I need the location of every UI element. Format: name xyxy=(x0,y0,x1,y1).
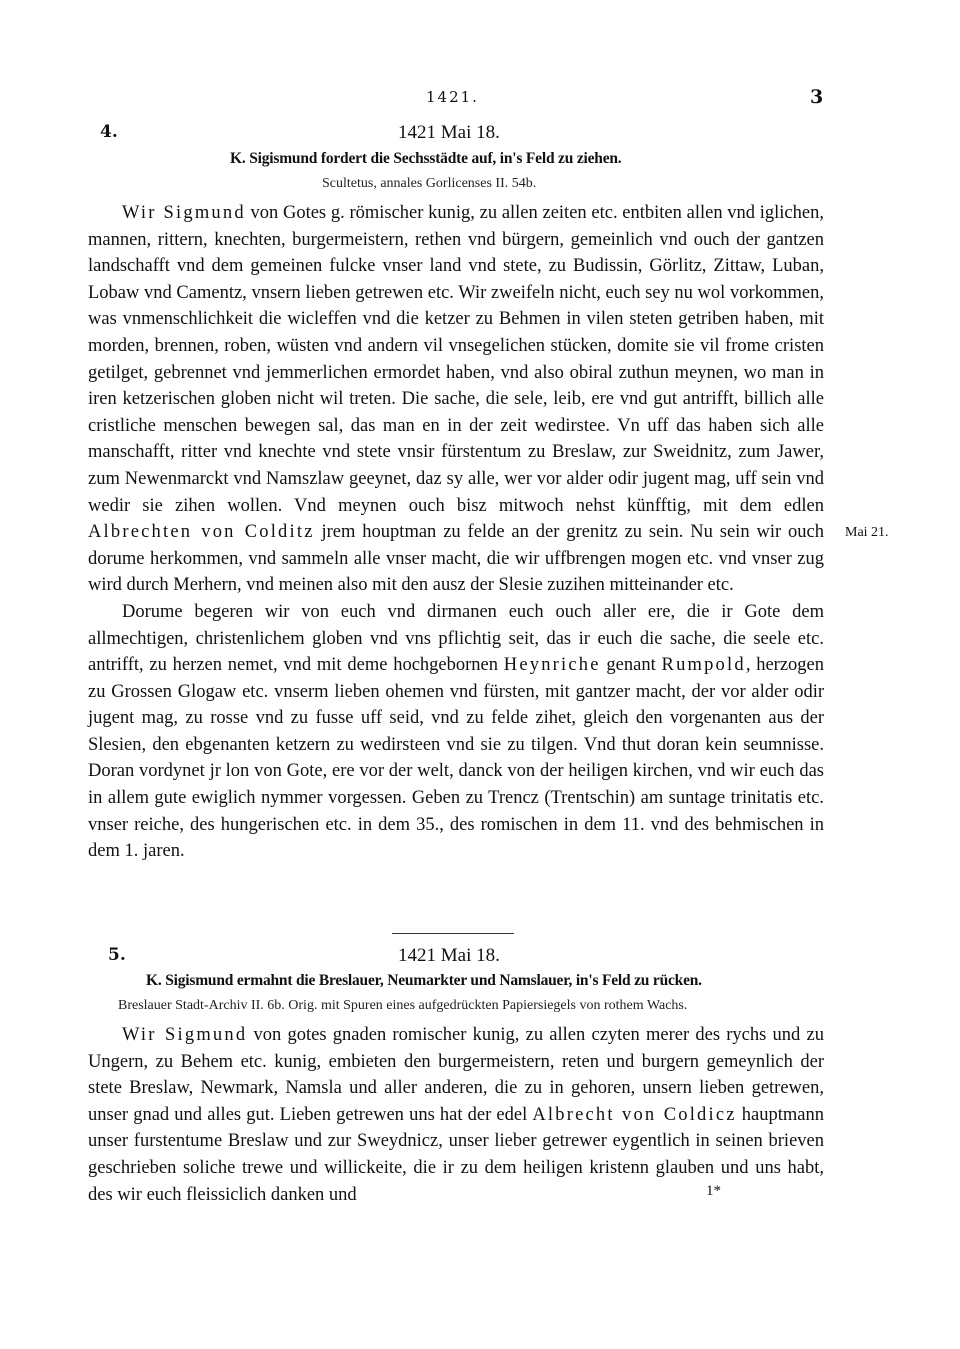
running-head-year: 1421. xyxy=(426,88,479,106)
document-4-body xyxy=(88,200,824,865)
document-5-body xyxy=(88,1022,824,1208)
document-4-paragraph-2-text-mid: genant xyxy=(600,655,662,676)
page-number: 3 xyxy=(810,86,824,108)
document-5-date: 1421 Mai 18. xyxy=(398,945,500,966)
document-5-paragraph-1 xyxy=(88,1022,824,1208)
margin-note-date: Mai 21. xyxy=(845,525,889,540)
document-5-paragraph-1-text-end: hauptmann unser furstentume Breslaw und zur Sweydnicz, unser lieber getrewer eygentlich in seinen brieven geschrieben soliche trewe und willickeite, die ir zu dem heiligen kristenn glauben und uns habt, des wir euch fleissiclich danken und xyxy=(88,1104,825,1205)
document-5-opening-name: Wir Sigmund xyxy=(122,1025,248,1045)
document-4-paragraph-1-text: von Gotes g. römischer kunig, zu allen zeiten etc. entbiten allen vnd iglichen, mannen, rittern, knechten, burgermeistern, rethen vnd bürgern, gemeinlich vnd ouch der gantzen landschafft vnd dem gemeinen fulcke vnser land vnd stete, zu Budissin, Görlitz, Zittaw, Luban, Lobaw vnd Camentz, vnsern lieben getrewen etc. Wir zweifeln nicht, euch sey nu wol vorkommen, was vnmenschlichkeit die wicleffen vnd die ketzer zu Behmen in vilen steten getriben haben, mit morden, brennen, roben, wüsten vnd andern vil vnsegelichen stücken, domite sie vil frome cristen getilget, gebrennet vnd jemmerlichen ermordet haben, vnd also obiral zuthun meynen, wo man in iren ketzerischen globen nicht wil treten. Die sache, die sele, leib, ere vnd gut antrifft, billich alle cristliche menschen bewegen sal, das man en in der zeit wedirstee. Vn uff das haben sich alle manschafft, ritter vnd knechte vnd stete vnsir fürstentum zu Breslaw, zur Sweidnitz, zum Jawer, zum Newenmarckt vnd Namszlaw geeynet, daz sy alle, wer vor alder odir jugent mag, uff sein vnd wedir sie zihen wollen. Vnd meynen ouch bisz mitwoch nehst künfftig, mit dem edlen xyxy=(88,203,824,516)
document-4-captain-name: Albrechten von Colditz xyxy=(88,522,315,543)
document-4-paragraph-2-text-end: , herzogen zu Grossen Glogaw etc. vnserm lieben ohemen vnd fürsten, mit gantzer macht, der vor alder odir jugent mag, zu rosse vnd zu fusse uff seid, vnd zu felde zihet, gleich den vorgenanten aus der Slesien, den ebgenanten ketzern zu wedirsteen vnd sie zu tilgen. Vnd thut doran kein seumnisse. Doran vordynet jr lon von Gote, ere vor der welt, danck von der heiligen kirchen, vnd wir euch das in allem gute ewiglich nymmer vorgessen. Geben zu Trencz (Trentschin) am suntage trinitatis etc. vnser reiche, des hungerischen etc. in dem 35., des romischen in dem 11. vnd des behmischen in dem 1. jaren. xyxy=(88,655,825,862)
document-4-opening-name: Wir Sigmund xyxy=(122,203,246,223)
document-5-source: Breslauer Stadt-Archiv II. 6b. Orig. mit Spuren eines aufgedrückten Papiersiegels von rothem Wachs. xyxy=(118,998,688,1013)
document-5-paragraph-1-text: von gotes gnaden romischer kunig, zu allen czyten merer des rychs und zu Ungern, zu Behem etc. kunig, embieten den burgermeistern, reten und burgern gemeynlich der stete Breslaw, Newmark, Namsla und aller anderen, die zu in gehoren, unsern lieben getrewen, unser gnad und alles gut. Lieben getrewen uns hat der edel xyxy=(88,1025,824,1125)
document-5-captain-name: Albrecht von Coldicz xyxy=(532,1104,737,1125)
document-5-heading: K. Sigismund ermahnt die Breslauer, Neumarkter und Namslauer, in's Feld zu rücken. xyxy=(146,972,702,989)
document-4-heading: K. Sigismund fordert die Sechsstädte auf, in's Feld zu ziehen. xyxy=(230,150,622,167)
document-4-paragraph-2 xyxy=(88,599,824,865)
document-4-paragraph-1 xyxy=(88,200,824,599)
document-4-source: Scultetus, annales Gorlicenses II. 54b. xyxy=(322,176,537,191)
document-4-paragraph-2-text: Dorume begeren wir von euch vnd dirmanen euch ouch aller ere, die ir Gote dem allmechtigen, christenlichem globen vnd vns pflichtig seit, das ir euch die sache, die seele etc. antrifft, zu herzen nemet, vnd mit deme hochgebornen xyxy=(88,601,824,676)
document-4-duke-name: Heynriche xyxy=(503,655,601,676)
document-5-number: 5. xyxy=(108,945,126,965)
document-4-number: 4. xyxy=(100,122,118,142)
document-4-duke-epithet: Rumpold xyxy=(661,655,746,676)
signature-mark: 1* xyxy=(706,1183,721,1199)
document-4-date: 1421 Mai 18. xyxy=(398,122,500,143)
section-divider xyxy=(392,933,514,934)
document-4-paragraph-1-text-end: jrem houptman zu felde an der grenitz zu sein. Nu sein wir ouch dorume herkommen, vnd sammeln alle vnser macht, die wir uffbrengen mogen etc. vnd vnser zug wird durch Merhern, vnd meinen also mit den ausz der Slesie zuzihen mitteinander etc. xyxy=(88,522,824,596)
